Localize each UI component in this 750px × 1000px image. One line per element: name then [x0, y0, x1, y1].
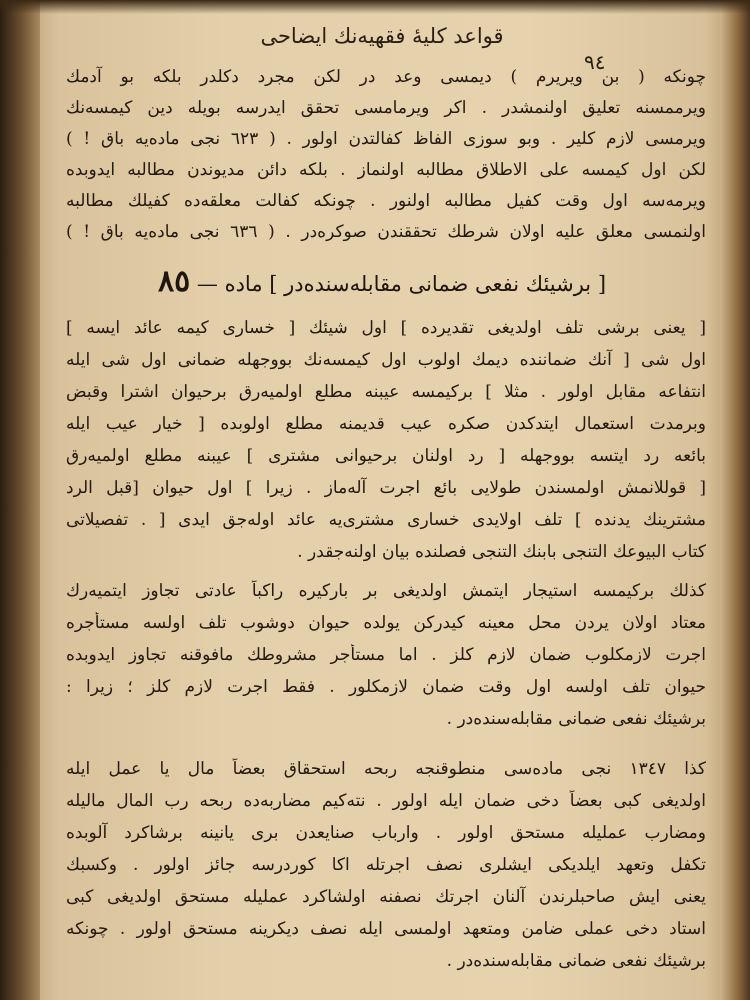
text-line: بائعه رد ايتسه بووجهله [ رد اولنان برحيوانى مشترى ] عيبنه مطلع اولميه‌رق: [66, 446, 706, 466]
text-line: استاد دخى عملى ضامن ومتعهد اولمسى ايله نصف ديكرينه مستحق اولور . چونكه: [66, 919, 706, 939]
text-line: ومضارب عمليله مستحق اولور . وارباب صنايعدن برى يانينه برشاكرد آلوبده: [66, 823, 706, 843]
text-line: ويرمه‌سه اول وقت كفيل مطالبه اولنور . چونكه كفالت معلقه‌ده كفيلك مطالبه: [66, 191, 706, 211]
article-heading: [44, 264, 720, 299]
text-line: برشيئك نفعى ضمانى مقابله‌سنده‌در .: [446, 951, 706, 971]
text-line: حيوان تلف اولسه اول وقت ضمان لازمكلور . فقط اجرت لازم كلز ؛ زيرا :: [66, 677, 706, 697]
text-line: يعنى ايش صاحبلرندن آلنان اجرتك نصفنه اولشاكرد عمليله مستحق اولديغى كبى: [66, 887, 706, 907]
article-title: [ برشيئك نفعى ضمانى مقابله‌سنده‌در ]: [269, 272, 607, 296]
text-line: وبرمدت استعمال ايتدكدن صكره عيب قديمنه مطلع اولوبده [ خيار عيب ايله: [66, 414, 706, 434]
page-stack-right: [720, 0, 750, 1000]
text-line: چونكه ( بن ويريرم ) ديمسى وعد در لكن مجرد دكلدر بلكه بو آدمك: [66, 67, 706, 87]
page-number: ٩٤: [584, 50, 606, 74]
text-line: تكفل وتعهد ايلديكى ايشلرى نصف اجرتله اكا كوردرسه جائز اولور . وكسبك: [66, 855, 706, 875]
book-page: [44, 6, 720, 1000]
text-line: اولنمسى معلق عليه اولان شرطك تحققندن صوكره‌در . ( ٦٣٦ نجى ماده‌يه باق ! ): [66, 222, 706, 242]
text-line: كذا ١٣٤٧ نجى ماده‌سى منطوقنجه ربحه استحقاق بعضاً مال يا عمل ايله: [66, 759, 706, 779]
text-line: لكن اول كيمسه على الاطلاق مطالبه اولنماز . بلكه دائن مديوندن مطالبه ايدوبده: [66, 160, 706, 180]
article-number: ٨٥: [157, 264, 191, 299]
text-line: اول شى [ آنك ضماننده ديمك اولوب اول كيمسه‌نك بووجهله ضمانى اول شى ايله: [66, 350, 706, 370]
text-line: اولديغى كبى بعضاً دخى ضمان ايله اولور . نته‌كيم مضاربه‌ده ربحه رب المال ماليله: [66, 791, 706, 811]
text-line: كذلك بركيمسه استيجار ايتمش اولديغى بر باركيره راكباً عادتى تجاوز ايتميه‌رك: [66, 581, 706, 601]
text-line: كتاب البيوعك التنجى بابنك التنجى فصلنده بيان اولنه‌جقدر .: [297, 542, 706, 562]
article-label: ماده —: [196, 272, 263, 296]
text-line: برشيئك نفعى ضمانى مقابله‌سنده‌در .: [446, 709, 706, 729]
text-line: انتفاعه مقابل اولور . مثلا ] بركيمسه عيبنه مطلع اولميه‌رق برحيوان اشترا وقبض: [66, 382, 706, 402]
book-binding-left: [0, 0, 40, 1000]
text-line: مشترينك يدنده ] تلف اولايدى خسارى مشترى‌يه عائد اوله‌جق ايدى [ . تفصيلاتى: [66, 510, 706, 530]
text-line: [ قوللانمش اولمسندن طولايى بائع اجرت آله‌ماز . زيرا ] اول حيوان [قبل الرد: [66, 478, 706, 498]
text-line: اجرت لازمكلوب ضمان لازم كلز . اما مستأجر مشروطك مافوقنه تجاوز ايدوبده: [66, 645, 706, 665]
text-line: [ يعنى برشى تلف اولديغى تقديرده ] اول شيئك [ خسارى كيمه عائد ايسه ]: [66, 318, 706, 338]
text-line: معتاد اولان يردن محل معينه كيدركن يولده حيوان دوشوب تلف اولسه مستأجره: [66, 613, 706, 633]
running-header: قواعد كليهٔ فقهيه‌نك ايضاحى: [260, 24, 504, 48]
text-line: ويرمسى لازم كلير . وبو سوزى الفاظ كفالتدن اولور . ( ٦٢٣ نجى ماده‌يه باق ! ): [66, 129, 706, 149]
text-line: ويرممسنه تعليق اولنمشدر . اكر ويرمامسى تحقق ايدرسه بويله دين كيمسه‌نك: [66, 98, 706, 118]
